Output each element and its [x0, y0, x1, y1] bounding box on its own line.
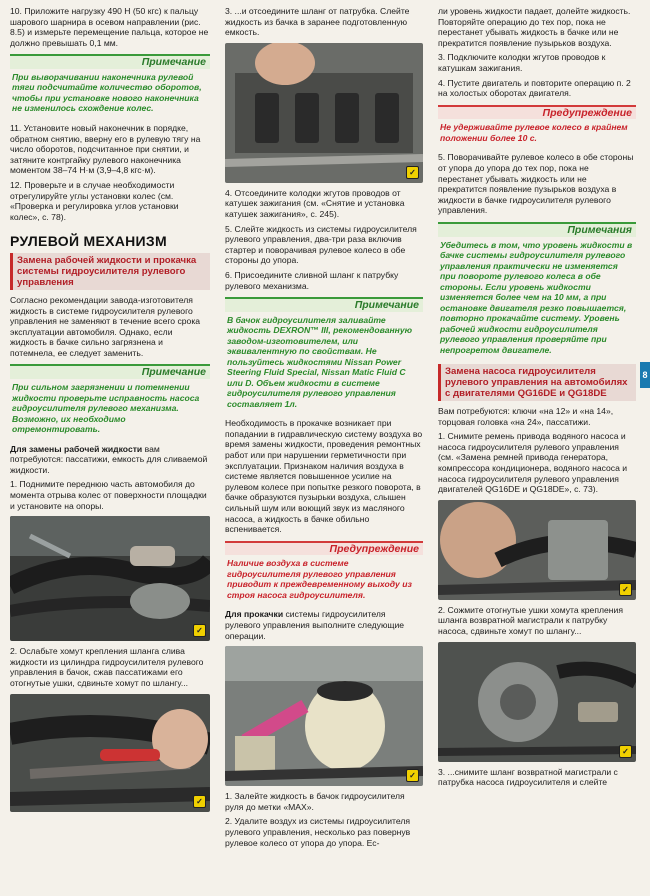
- step-2: 2. Ослабьте хомут крепления шланга слива жидкости из цилиндра гидроусилителя рулевого управления в бачок, сжав пассатижами его отогнутые ушки, сдвиньте хомут по шлангу...: [10, 646, 204, 688]
- step-3: 3. ...и отсоедините шланг от патрубка. Слейте жидкость из бачка в заранее подготовленную емкость.: [225, 6, 410, 38]
- warning-heading: Предупреждение: [225, 541, 423, 556]
- column-2: [225, 6, 423, 852]
- note-text: В бачок гидроусилителя заливайте жидкость DEXRON™ III, рекомендованную заводом-изготовителем, или эквивалентную по свойствам. Не пользуйтесь жидкостями Nissan Power Steering Fluid Special, Nissan Matic Fluid C или D. Объем жидкости в системе гидроусилителя рулевого управления составляет 1л.: [227, 314, 413, 409]
- tools-paragraph: Вам потребуются: ключи «на 12» и «на 14», торцовая головка «на 24», пассатижи.: [438, 406, 614, 427]
- tools-needed-text: вам потребуются: пассатижи, емкость для сливаемой жидкости.: [10, 443, 208, 475]
- bleed-intro: [225, 609, 423, 641]
- photo-pump-hose-image: [438, 500, 636, 600]
- photo-pump-return: [438, 642, 636, 762]
- step-4: 4. Отсоедините колодки жгутов проводов от катушек зажигания (см. «Снятие и установка катушек зажигания», с. 245).: [225, 187, 405, 219]
- pump-step-1: 1. Снимите ремень привода водяного насоса и насоса гидроусилителя рулевого управления (см. «Замена ремней привода генератора, компрессора кондиционера, водяного насоса и насоса гидроусилителя рулевого управления двигателей QG16DE и QG18DE», с. 73).: [438, 431, 628, 495]
- chapter-tab: 8: [640, 362, 650, 388]
- note-text: При выворачивании наконечника рулевой тяги подсчитайте количество оборотов, чтобы при установке нового наконечника не изменилось схождение колес.: [12, 71, 202, 114]
- bleed-step-5: 5. Поворачивайте рулевое колесо в обе стороны от упора до упора до тех пор, пока не перестанет убывать жидкость или не прекратится появление пузырьков воздуха в жидкости в бачке гидроусилителя рулевого управления.: [438, 152, 634, 216]
- photo-pump-hose: [438, 500, 636, 600]
- wrench-icon: ✓: [619, 583, 632, 596]
- step-1: 1. Поднимите переднюю часть автомобиля до момента отрыва колес от поверхности площадки и установите на опоры.: [10, 479, 207, 511]
- photo-hose-clamp: [10, 516, 210, 641]
- wrench-icon: ✓: [619, 745, 632, 758]
- pump-step-3: 3. ...снимите шланг возвратной магистрали с патрубка насоса гидроусилителя и слейте: [438, 766, 618, 788]
- photo-ignition-coils: [225, 43, 423, 183]
- bleed-intro-text: системы гидроусилителя рулевого управления выполните следующие операции.: [225, 609, 405, 641]
- photo-hose-clamp-image: [10, 516, 210, 641]
- step-11: 11. Установите новый наконечник в порядке, обратном снятию, вверну его в рулевую тягу на число оборотов, подсчитанное при снятии, и затяните контргайку рулевого наконечника моментом 38–74 Н·м (3,9–4,8 кгс·м).: [10, 122, 201, 176]
- warning-box: [438, 105, 636, 147]
- note-box: [225, 297, 423, 412]
- subsection-heading: Замена насоса гидроусилителя рулевого управления на автомобилях с двигателями QG16DE и QG18DE: [438, 364, 636, 401]
- tools-needed: [10, 444, 210, 476]
- step-5: 5. Слейте жидкость из системы гидроусилителя рулевого управления, два-три раза включив стартер и поворачивая рулевое колесо в обе стороны до упора.: [225, 223, 417, 266]
- photo-pliers: [10, 694, 210, 812]
- intro-paragraph: Согласно рекомендации завода-изготовителя жидкость в системе гидроусилителя рулевого управления не заменяют в течение всего срока эксплуатации автомобиля. Однако, если жидкость в бачке сильно загрязнена и потемнела, ее следует заменить.: [10, 294, 201, 358]
- note-heading: Примечание: [10, 54, 210, 69]
- subsection-heading: Замена рабочей жидкости и прокачка системы гидроусилителя рулевого управления: [10, 253, 210, 290]
- bleed-step-4: 4. Пустите двигатель и повторите операцию п. 2 на холостых оборотах двигателя.: [438, 77, 631, 99]
- note-text: При сильном загрязнении и потемнении жидкости проверьте исправность насоса гидроусилителя рулевого механизма. Возможно, их необходимо отремонтировать.: [12, 382, 200, 435]
- tools-needed-lead: Для замены рабочей жидкости: [10, 443, 143, 454]
- wrench-icon: ✓: [193, 795, 206, 808]
- step-12: 12. Проверьте и в случае необходимости отрегулируйте углы установки колес (см. «Проверка и регулировка углов установки колес», с. 78).: [10, 179, 179, 222]
- pump-step-2: 2. Сожмите отогнутые ушки хомута крепления шланга возвратной магистрали к патрубку насоса, сдвиньте хомут по шлангу...: [438, 604, 623, 636]
- wrench-icon: ✓: [406, 166, 419, 179]
- photo-reservoir-image: [225, 646, 423, 786]
- bleed-step-2: 2. Удалите воздух из системы гидроусилителя рулевого управления, несколько раз повернув рулевое колесо от упора до упора. Ес-: [225, 816, 411, 848]
- note-heading: Примечание: [225, 297, 423, 312]
- photo-pliers-image: [10, 694, 210, 812]
- warning-box: [225, 541, 423, 604]
- wrench-icon: ✓: [406, 769, 419, 782]
- column-3: [438, 6, 636, 792]
- step-6: 6. Присоедините сливной шланг к патрубку рулевого механизма.: [225, 269, 399, 291]
- note-heading: Примечание: [10, 364, 210, 379]
- note-box: [10, 364, 210, 437]
- step-10: 10. Приложите нагрузку 490 Н (50 кгс) к пальцу шарового шарнира в осевом направлении (рис. 8.5) и измерьте перемещение пальца, которое не должно превышать 0,1 мм.: [10, 6, 209, 48]
- warning-text: Не удерживайте рулевое колесо в крайнем положении более 10 с.: [440, 122, 628, 143]
- bleed-step-3: 3. Подключите колодки жгутов проводов к катушкам зажигания.: [438, 52, 606, 73]
- air-paragraph: Необходимость в прокачке возникает при попадании в гидравлическую систему воздуха во время замены жидкости, проведения ремонтных работ или при нарушении герметичности при эксплуатации. Признаком наличия воздуха в системе является повышенное усилие на рулевом колесе при попытке резкого поворота, в бачке образуются пузырьки воздуха, слышен сильный шум или воющий звук из масляного насоса, а жидкость в бачке обильно вспенивается.: [225, 418, 423, 535]
- bleed-step-2-continued: ли уровень жидкости падает, долейте жидкость. Повторяйте операцию до тех пор, пока не перестанет убывать жидкость в бачке или не прекратится появление пузырьков воздуха.: [438, 6, 631, 48]
- wrench-icon: ✓: [193, 624, 206, 637]
- note-box: [438, 222, 636, 358]
- photo-reservoir: [225, 646, 423, 786]
- note-heading: Примечания: [438, 222, 636, 237]
- warning-heading: Предупреждение: [438, 105, 636, 120]
- bleed-intro-lead: Для прокачки: [225, 609, 284, 620]
- warning-text: Наличие воздуха в системе гидроусилителя рулевого управления приводит к преждевременному выходу из строя насоса гидроусилителя.: [227, 558, 412, 600]
- bleed-step-1: 1. Залейте жидкость в бачок гидроусилителя руля до метки «MAX».: [225, 791, 405, 812]
- photo-pump-return-image: [438, 642, 636, 762]
- section-title: РУЛЕВОЙ МЕХАНИЗМ: [10, 233, 167, 250]
- column-1: [10, 6, 210, 817]
- note-text: Убедитесь в том, что уровень жидкости в бачке системы гидроусилителя рулевого управления практически не изменяется при повороте рулевого колеса в обе стороны. Если уровень жидкости изменяется более чем на 10 мм, а при остановке двигателя резко повышается, повторно прокачайте систему. Уровень рабочей жидкости гидроусилителя рулевого управления проверяйте при непрогретом двигателе.: [440, 239, 633, 355]
- photo-ignition-coils-image: [225, 43, 423, 183]
- note-box: [10, 54, 210, 117]
